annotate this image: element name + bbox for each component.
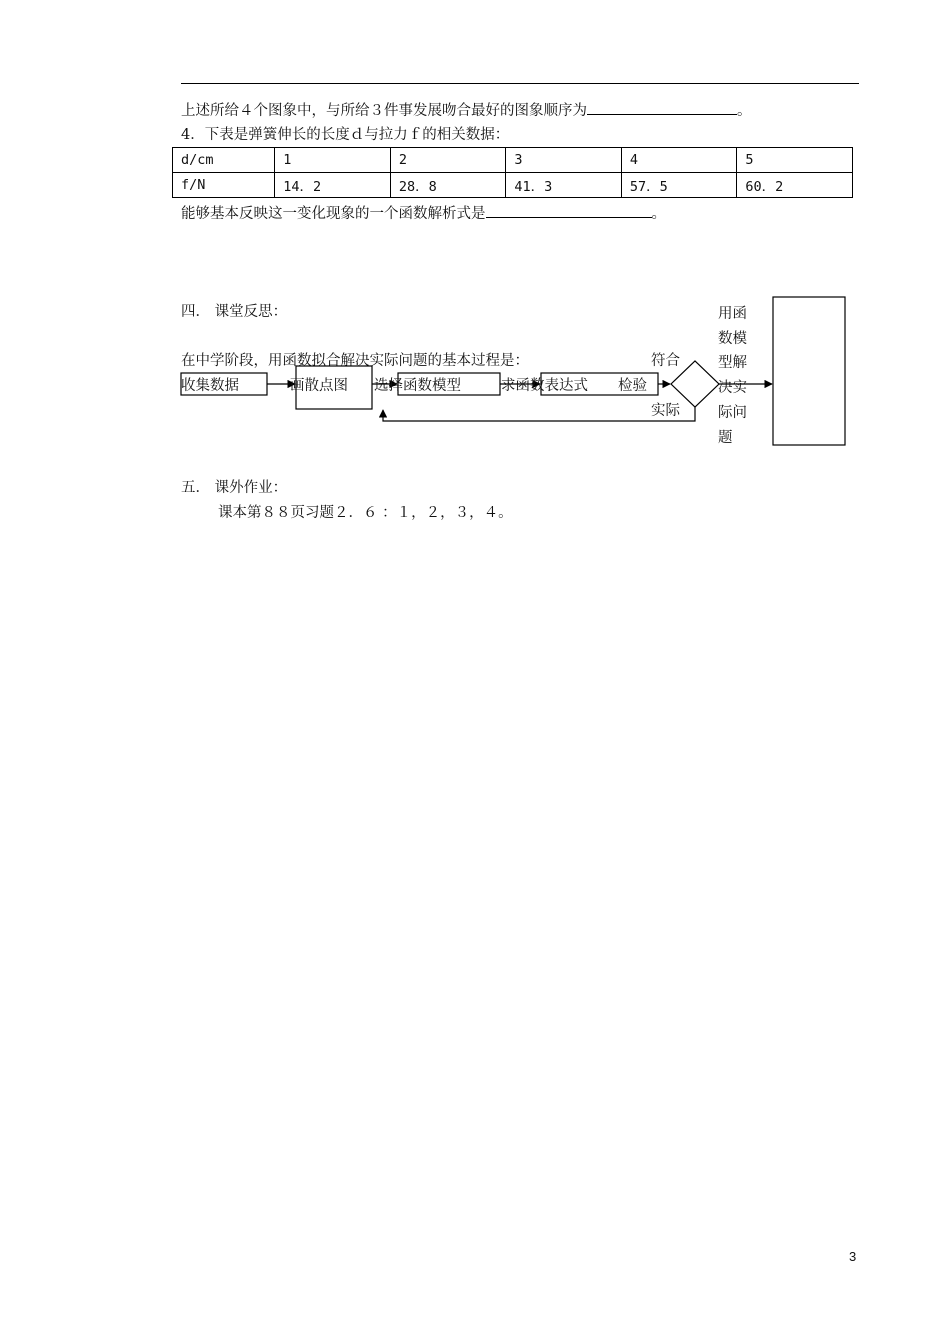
result-line: 决实 [718,380,747,397]
table-cell: 14．2 [275,173,391,198]
table-cell: 5 [737,148,853,173]
table-cell: 28．8 [390,173,506,198]
q4-intro: 4．下表是弹簧伸长的长度ｄ与拉力ｆ的相关数据： [181,127,510,143]
page-number: 3 [849,1249,857,1264]
table-cell: d/cm [173,148,275,173]
step2-label: 画散点图 [290,378,348,394]
q4-question: 能够基本反映这一变化现象的一个函数解析式是 [181,206,486,222]
table-cell: 41．3 [506,173,622,198]
table-cell: 2 [390,148,506,173]
result-line: 数模 [718,330,747,347]
table-cell: 57．5 [621,173,737,198]
result-line: 型解 [718,355,747,372]
result-box [773,297,845,445]
section4-heading: 四． 课堂反思： [181,304,288,320]
section5-heading: 五． 课外作业： [181,480,288,496]
process-flowchart [0,0,950,460]
step3-label: 选择函数模型 [374,378,461,394]
homework-content: 课本第８８页习题２．６ ：１，２，３，４。 [218,505,513,521]
step1-label: 收集数据 [181,378,239,394]
yes-label: 符合 [651,353,680,369]
table-cell: f/N [173,173,275,198]
result-text [718,302,747,450]
result-line: 际问 [718,404,747,421]
table-cell: 4 [621,148,737,173]
feedback-arrow [383,407,695,421]
q3-end: 。 [737,103,752,119]
table-cell: 1 [275,148,391,173]
section4-intro: 在中学阶段，用函数拟合解决实际问题的基本过程是： [181,353,529,369]
table-cell: 3 [506,148,622,173]
q3-text: 上述所给４个图象中，与所给３件事发展吻合最好的图象顺序为 [181,103,587,119]
step5-label: 检验 [618,378,647,394]
result-line: 用函 [718,306,747,322]
step4-label: 求函数表达式 [501,378,588,394]
table-cell: 60．2 [737,173,853,198]
q4-end: 。 [651,206,666,222]
result-line: 题 [718,429,733,446]
no-label: 实际 [651,403,680,419]
